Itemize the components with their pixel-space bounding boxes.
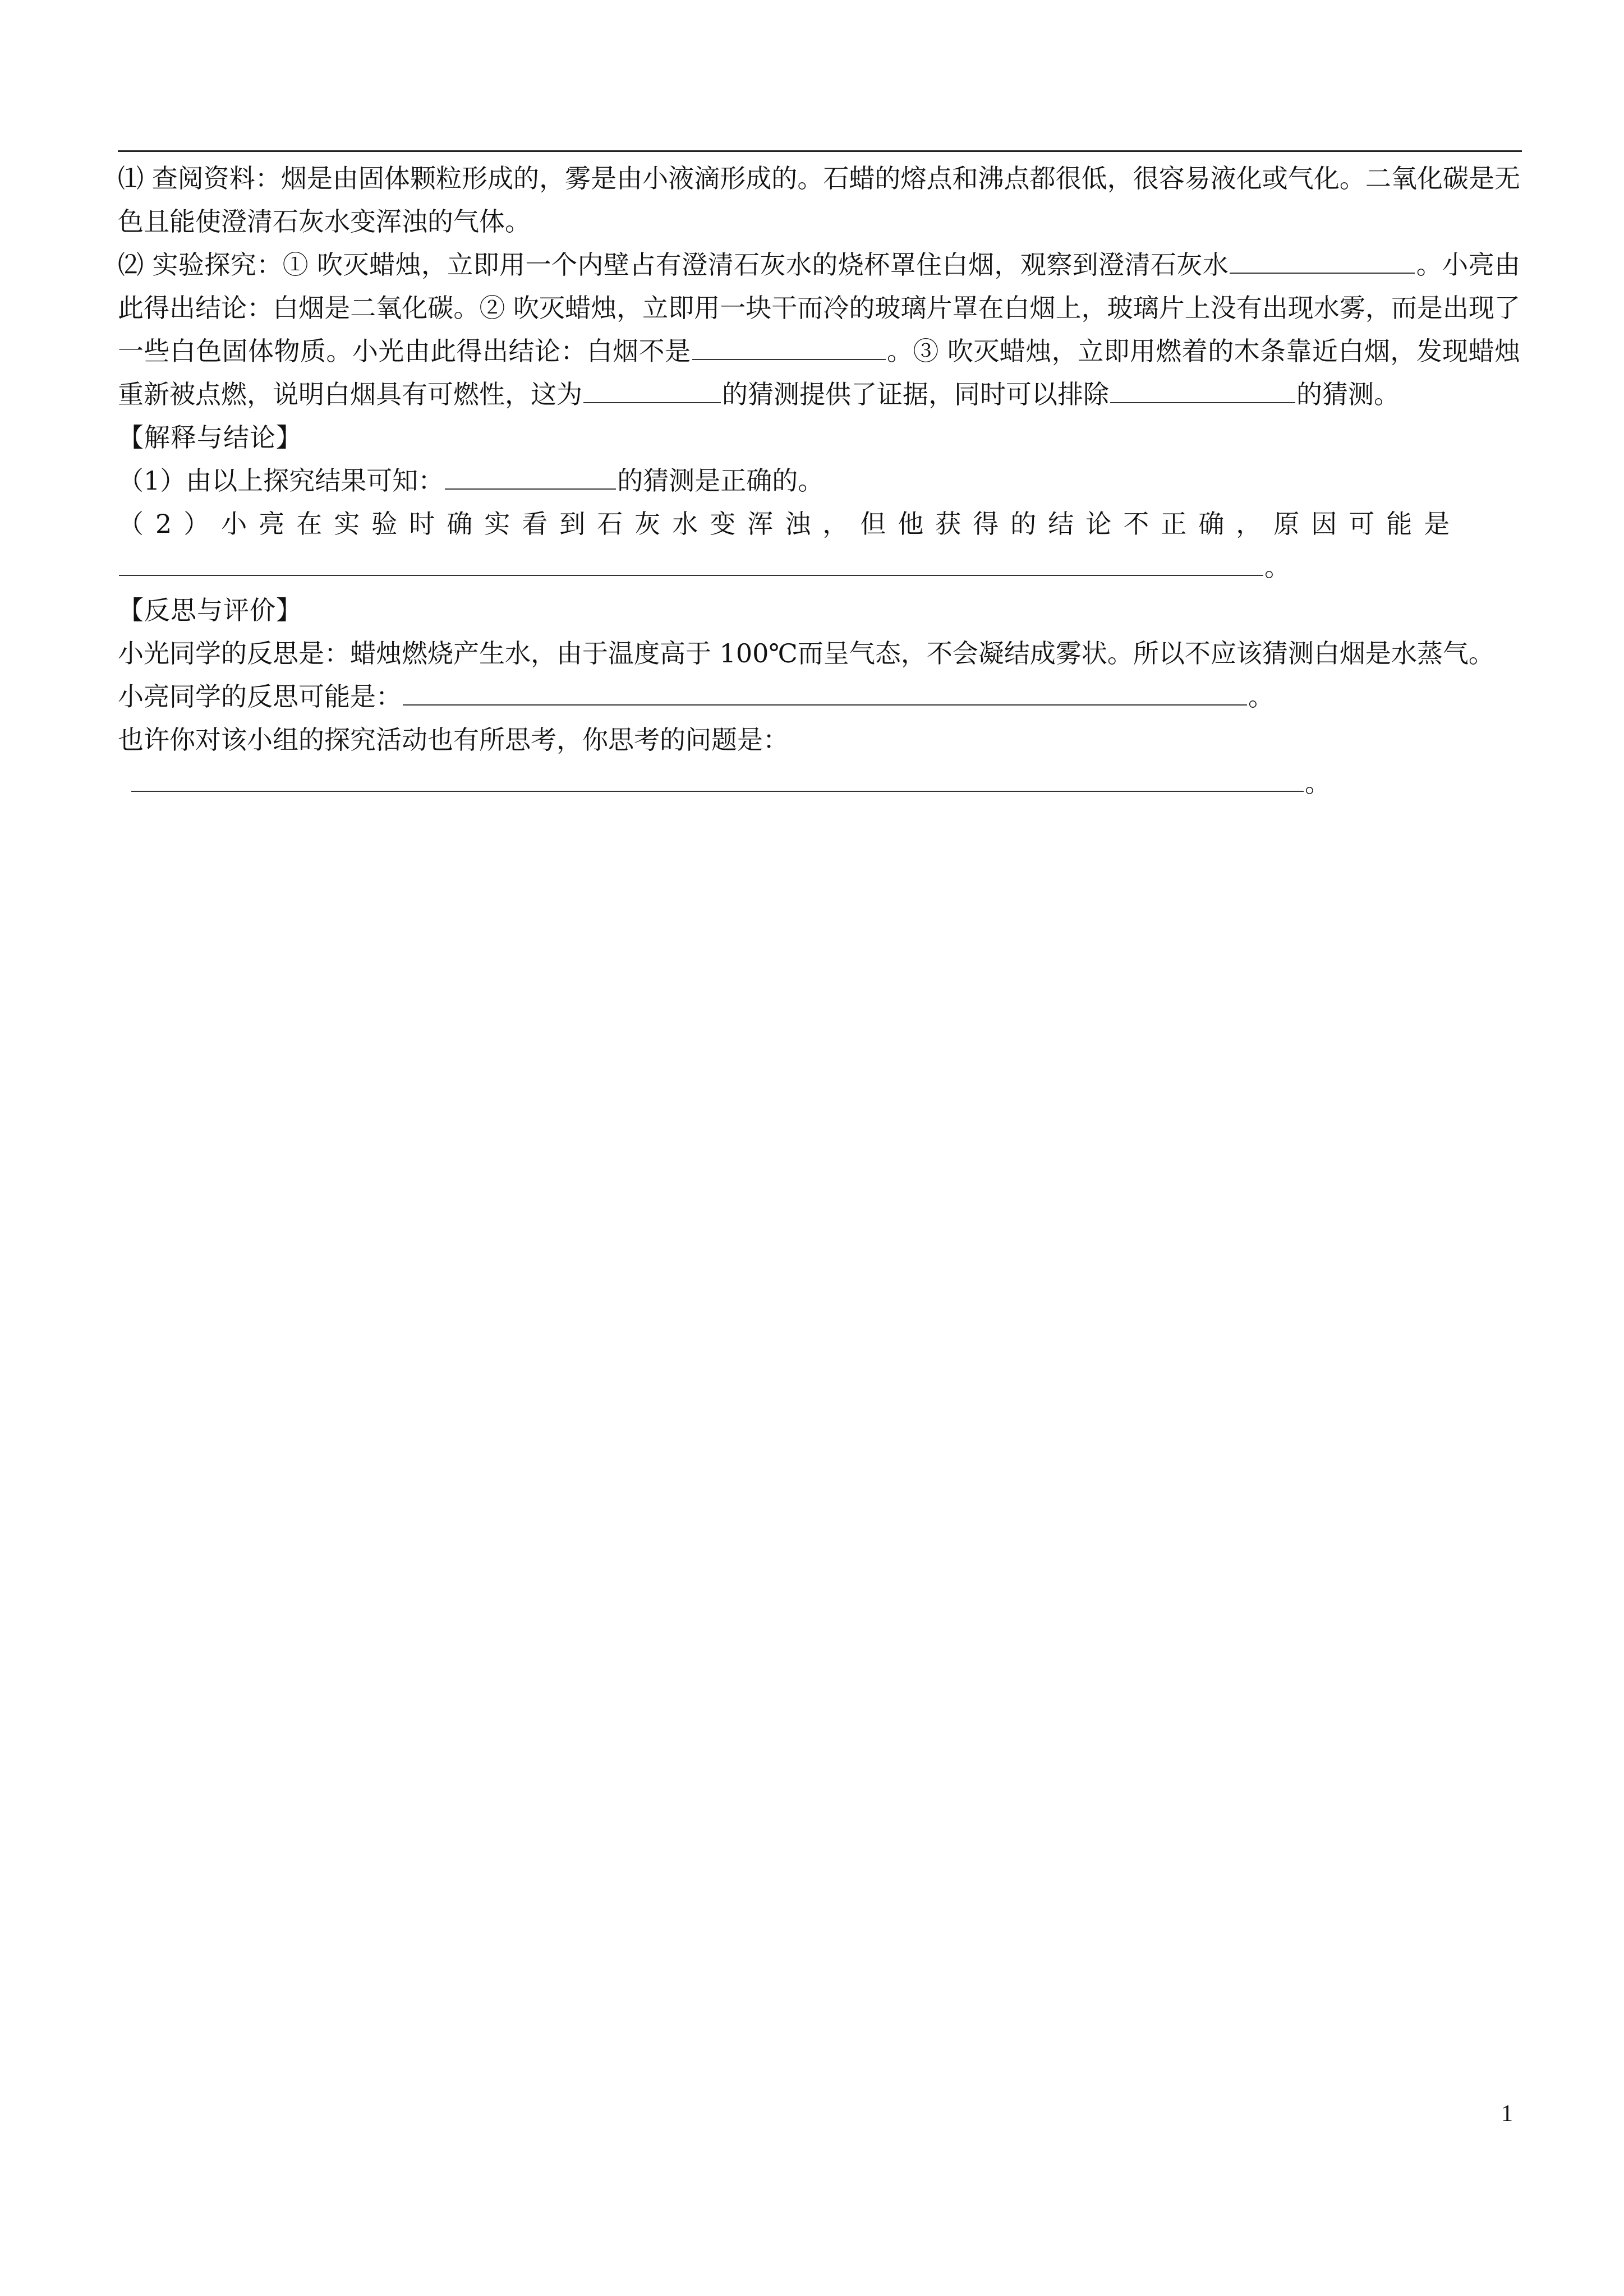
reflection-question-end: 。 [1305, 768, 1331, 798]
conclusion-q2 [118, 502, 1520, 546]
section-2-text-c: 。③ 吹灭蜡烛，立即用燃着的木条靠近白烟，发现蜡烛重新被点燃，说明白烟具有可燃性，这为 [118, 336, 1521, 409]
conclusion-q1 [118, 459, 1520, 502]
reflection-xiaoliang [118, 675, 1520, 718]
reflection-question-answer-line [118, 762, 1520, 805]
reflection-xiaoliang-prefix: 小亮同学的反思可能是： [118, 681, 402, 712]
reflection-question-prompt: 也许你对该小组的探究活动也有所思考，你思考的问题是： [118, 725, 789, 755]
reflection-heading: 【反思与评价】 [118, 595, 302, 625]
section-2-text-d: 的猜测提供了证据，同时可以排除 [722, 379, 1109, 409]
answer-blank-not-smoke[interactable] [692, 333, 886, 360]
page-number: 1 [1501, 2101, 1513, 2127]
conclusion-q2-end: 。 [1264, 552, 1290, 582]
conclusion-q2-text: （2）小亮在实验时确实看到石灰水变浑浊，但他获得的结论不正确，原因可能是 [118, 509, 1462, 539]
answer-blank-correct-guess[interactable] [445, 463, 616, 490]
section-2-text-b: 。小亮由此得出结论：白烟是二氧化碳。② 吹灭蜡烛，立即用一块干而冷的玻璃片罩在白烟上，玻璃片上没有出现水雾，而是出现了一些白色固体物质。小光由此得出结论：白烟不是 [118, 250, 1521, 366]
section-1-label: ⑴ [118, 163, 144, 193]
answer-blank-xiaoliang-reflection[interactable] [403, 679, 1247, 706]
section-2-text-e: 的猜测。 [1296, 379, 1400, 409]
section-2-label: ⑵ [118, 250, 144, 280]
answer-blank-evidence[interactable] [583, 376, 721, 403]
section-1-text: 查阅资料：烟是由固体颗粒形成的，雾是由小液滴形成的。石蜡的熔点和沸点都很低，很容易液化或气化。二氧化碳是无色且能使澄清石灰水变浑浊的气体。 [118, 163, 1521, 237]
section-1-paragraph [118, 157, 1520, 243]
answer-blank-your-question[interactable] [131, 765, 1304, 792]
answer-blank-limewater[interactable] [1230, 247, 1415, 274]
conclusion-heading: 【解释与结论】 [118, 422, 302, 453]
reflection-xiaoguang: 小光同学的反思是：蜡烛燃烧产生水，由于温度高于 100℃而呈气态，不会凝结成雾状。所以不应该猜测白烟是水蒸气。 [118, 638, 1494, 668]
section-2-text-a: 实验探究：① 吹灭蜡烛，立即用一个内壁占有澄清石灰水的烧杯罩住白烟，观察到澄清石灰水 [152, 250, 1229, 280]
reflection-xiaoliang-end: 。 [1248, 681, 1274, 712]
section-2-paragraph [118, 243, 1520, 416]
answer-blank-reason[interactable] [119, 549, 1263, 576]
worksheet-content [118, 157, 1520, 805]
conclusion-q1-prefix: （1）由以上探究结果可知： [118, 465, 444, 496]
answer-blank-exclude[interactable] [1110, 376, 1295, 403]
conclusion-q1-suffix: 的猜测是正确的。 [617, 465, 824, 496]
header-rule [118, 150, 1522, 152]
conclusion-q2-answer-line [118, 546, 1520, 589]
